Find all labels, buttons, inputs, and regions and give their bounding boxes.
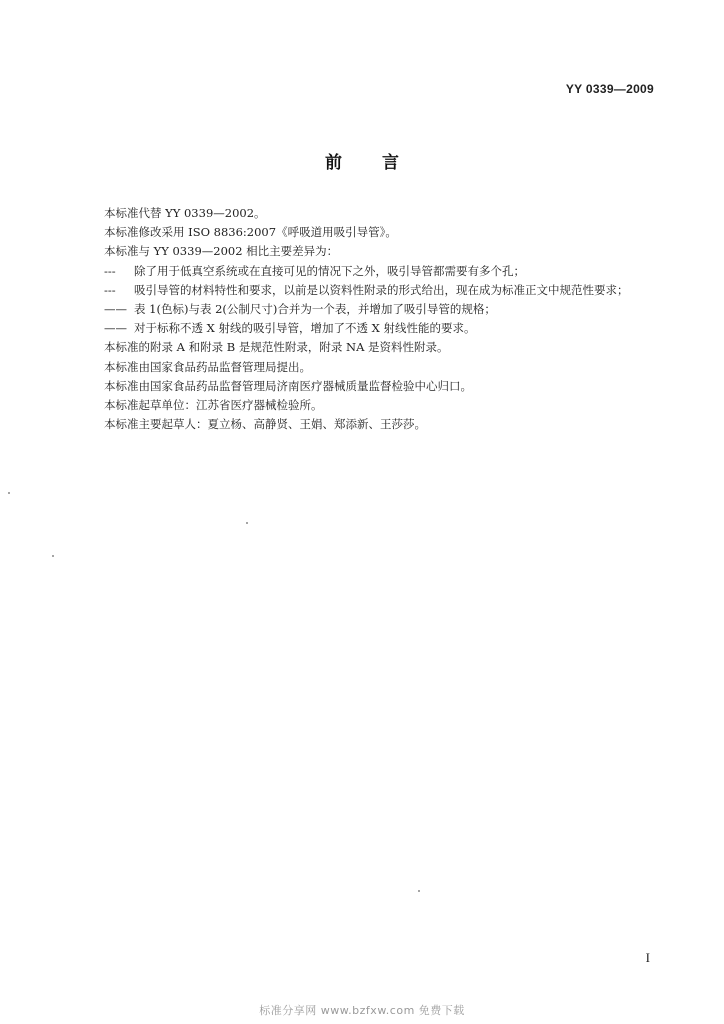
difference-text: 除了用于低真空系统或在直接可见的情况下之外，吸引导管都需要有多个孔；: [134, 263, 525, 278]
paragraph-replaces: 本标准代替 YY 0339—2002。: [104, 206, 266, 220]
title-char-1: 前: [325, 153, 342, 173]
difference-item: [104, 262, 662, 281]
scan-speck: [418, 890, 420, 892]
paragraph-centralized-by: 本标准由国家食品药品监督管理局济南医疗器械质量监督检验中心归口。: [104, 378, 472, 393]
list-dash: ——: [104, 321, 127, 336]
watermark: 标准分享网 www.bzfxw.com 免费下载: [259, 1004, 465, 1017]
paragraph-annexes: 本标准的附录 A 和附录 B 是规范性附录，附录 NA 是资料性附录。: [104, 340, 449, 355]
list-dash: ---: [104, 263, 116, 278]
page-number: I: [645, 950, 650, 965]
foreword-body: [104, 204, 662, 434]
document-code: YY 0339—2009: [565, 82, 654, 96]
paragraph-drafters: 本标准主要起草人：夏立杨、高静贤、王娟、郑添新、王莎莎。: [104, 417, 426, 432]
paragraph-proposed-by: 本标准由国家食品药品监督管理局提出。: [104, 359, 311, 374]
list-dash: ---: [104, 282, 116, 297]
page-title: [0, 148, 724, 173]
paragraph-drafting-unit: 本标准起草单位：江苏省医疗器械检验所。: [104, 398, 323, 413]
difference-item: [104, 281, 662, 300]
difference-text: 表 1(色标)与表 2(公制尺寸)合并为一个表，并增加了吸引导管的规格；: [134, 302, 496, 317]
difference-text: 吸引导管的材料特性和要求，以前是以资料性附录的形式给出，现在成为标准正文中规范性要求；: [134, 282, 629, 297]
difference-text: 对于标称不透 X 射线的吸引导管，增加了不透 X 射线性能的要求。: [134, 321, 476, 336]
difference-item: [104, 300, 662, 319]
paragraph-adoption: 本标准修改采用 ISO 8836:2007《呼吸道用吸引导管》。: [104, 225, 397, 240]
paragraph-differences: 本标准与 YY 0339—2002 相比主要差异为：: [104, 244, 339, 259]
scan-speck: [52, 555, 54, 557]
scan-speck: [8, 492, 10, 494]
scan-speck: [246, 522, 248, 524]
difference-item: [104, 319, 662, 338]
title-char-2: 言: [382, 153, 399, 173]
list-dash: ——: [104, 302, 127, 317]
